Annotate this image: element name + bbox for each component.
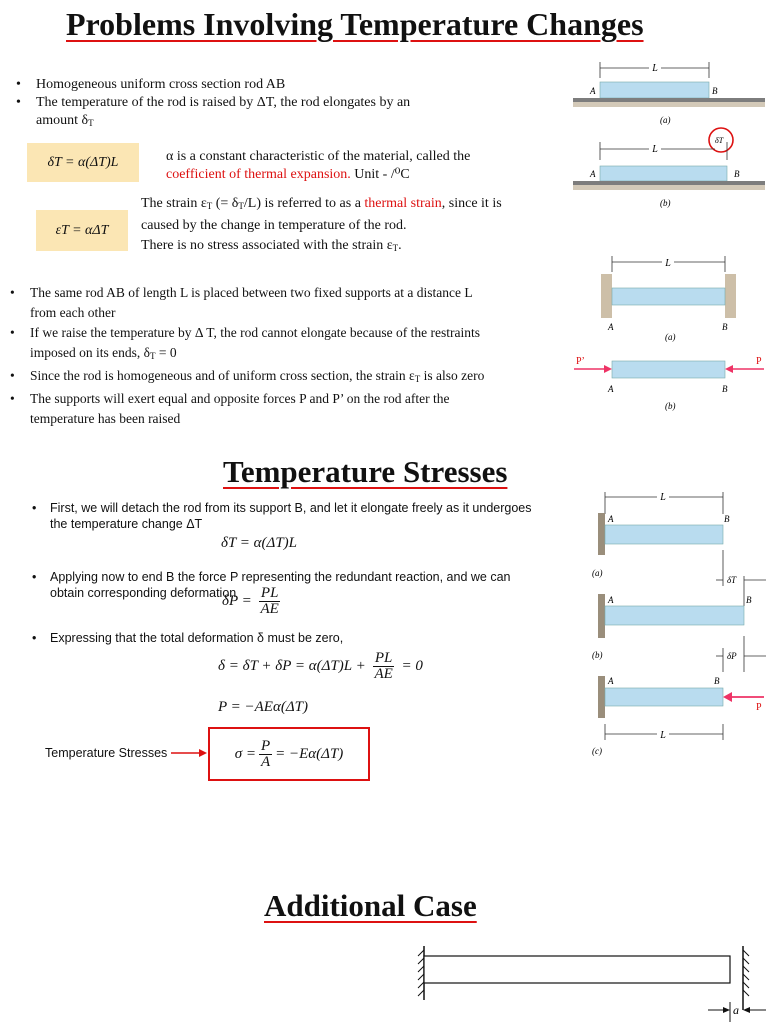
label-L: L: [660, 730, 666, 741]
numerator: PL: [260, 585, 279, 601]
bullet-text: the temperature change ΔT: [50, 517, 203, 531]
bullet-list-1: • Homogeneous uniform cross section rod AB • The temperature of the rod is raised by ΔT, the rod elongates by an amount $\delta_T$: [16, 77, 411, 128]
label-A: A: [608, 514, 614, 524]
label-A: A: [608, 676, 614, 686]
figure-rod-free-expansion: [570, 56, 768, 212]
label-A: A: [608, 384, 614, 394]
bullet-text: If we raise the temperature by Δ T, the rod cannot elongate because of the restraints: [30, 325, 480, 340]
bullet-text: from each other: [30, 305, 116, 320]
bullet-text: Since the rod is homogeneous and of uniform cross section, the strain ε: [30, 368, 415, 383]
text: The strain ε: [141, 196, 207, 211]
bullet-text: Expressing that the total deformation δ must be zero,: [50, 631, 344, 645]
eq-text: δ = δT + δP = α(ΔT)L +: [218, 657, 366, 674]
label-L: L: [652, 144, 658, 155]
denominator: AE: [260, 601, 279, 617]
numerator: PL: [374, 650, 393, 666]
eq-text: = −Eα(ΔT): [275, 745, 344, 762]
bullet-text: The temperature of the rod is raised by ΔT, the rod elongates by an: [36, 95, 411, 110]
figure-rod-between-supports: [572, 252, 768, 418]
label-Pprime: P’: [576, 356, 585, 367]
bullet-text: amount δ: [36, 113, 89, 128]
arrow-icon: [171, 747, 207, 759]
denominator: AE: [374, 666, 393, 682]
bullet-text: Homogeneous uniform cross section rod AB: [36, 77, 286, 92]
formula: εT = αΔT: [55, 222, 109, 238]
text: caused by the change in temperature of the rod.: [141, 218, 407, 233]
numerator: P: [260, 737, 271, 754]
label-B: B: [712, 86, 718, 96]
bullet-text: imposed on its ends, δ: [30, 345, 150, 360]
text: /L) is referred to as a: [243, 196, 365, 211]
label-B: B: [724, 514, 730, 524]
highlight-text: coefficient of thermal expansion.: [166, 167, 351, 182]
bullet-text: = 0: [155, 345, 177, 360]
label-B: B: [722, 384, 728, 394]
label-P: P: [756, 702, 762, 713]
label-L: L: [660, 492, 666, 503]
eq-text: = 0: [401, 657, 423, 674]
text: There is no stress associated with the strain ε: [141, 238, 393, 253]
equation-deltaP: [222, 586, 284, 617]
eq-text: δP =: [222, 592, 252, 609]
stress-bullet-3: • Expressing that the total deformation δ must be zero,: [32, 631, 344, 645]
label-A: A: [608, 595, 614, 605]
stress-bullet-1: • First, we will detach the rod from its support B, and let it elongate freely as it undergoes the temperature change ΔT: [50, 500, 570, 532]
strain-description: [141, 194, 561, 258]
label-deltaT: δT: [715, 136, 724, 145]
label-a: (a): [660, 115, 671, 125]
label-L: L: [665, 258, 671, 269]
equation-total-deformation: [218, 651, 423, 682]
figure-superposition: [588, 488, 768, 758]
label-a: (a): [592, 568, 603, 578]
subscript: T: [88, 118, 94, 128]
highlight-text: thermal strain: [364, 196, 442, 211]
equation-stress-box: [208, 727, 370, 781]
label-B: B: [722, 322, 728, 332]
label-A: A: [608, 322, 614, 332]
label-b: (b): [660, 198, 671, 208]
equation-P: P = −AEα(ΔT): [218, 699, 308, 715]
label-a: (a): [665, 332, 676, 342]
label-b: (b): [665, 401, 676, 411]
temperature-stresses-label: Temperature Stresses: [45, 746, 168, 760]
subscript: T: [238, 201, 244, 211]
label-c: (c): [592, 746, 602, 756]
label-P: P: [756, 356, 762, 367]
figure-additional-case: [412, 944, 768, 1024]
text: .: [398, 238, 402, 253]
text: , since it is: [441, 196, 502, 211]
subscript: T: [206, 201, 213, 211]
subscript: T: [149, 351, 156, 361]
text: (= δ: [212, 196, 239, 211]
label-B: B: [714, 676, 720, 686]
label-A: A: [590, 169, 596, 179]
text: Unit - /⁰C: [350, 167, 410, 182]
label-B: B: [734, 169, 740, 179]
text: α is a constant characteristic of the material, called the: [166, 149, 471, 164]
formula: δT = α(ΔT)L: [47, 154, 119, 170]
bullet-text: temperature has been raised: [30, 411, 181, 426]
bullet-list-2: • The same rod AB of length L is placed between two fixed supports at a distance L from each other • If we raise the temperature by Δ T, the rod cannot elongate because of the restraints imposed on its ends, $\delta_T = 0$ • Since the rod is homogeneous and of uniform cross section, the strain $\varepsilon_T$ is also zero • The supports will exert equal and opposite forces P and P’ on the rod after the temperature has been raised: [30, 283, 575, 429]
label-b: (b): [592, 650, 603, 660]
subscript: T: [414, 374, 421, 384]
denominator: A: [260, 753, 271, 770]
bullet-text: is also zero: [420, 368, 485, 383]
equation-deltaT: δT = α(ΔT)L: [221, 535, 298, 551]
bullet-text: The supports will exert equal and opposite forces P and P’ on the rod after the: [30, 391, 450, 406]
additional-case-title: Additional Case: [264, 888, 477, 923]
subscript: T: [392, 243, 399, 253]
formula-box-deltaT: [27, 143, 139, 182]
bullet-text: First, we will detach the rod from its support B, and let it elongate freely as it undergoes: [50, 501, 532, 515]
main-title: Problems Involving Temperature Changes: [66, 6, 644, 42]
label-L: L: [652, 63, 658, 74]
label-A: A: [590, 86, 596, 96]
formula-box-epsilonT: [36, 210, 128, 251]
label-deltaT: δT: [727, 575, 737, 585]
label-deltaP: δP: [727, 651, 737, 661]
temperature-stresses-title: Temperature Stresses: [223, 454, 508, 489]
eq-text: σ =: [234, 745, 256, 762]
bullet-text: Applying now to end B the force P representing the redundant reaction, and we can: [50, 570, 511, 584]
alpha-description: [166, 148, 556, 184]
bullet-text: The same rod AB of length L is placed between two fixed supports at a distance L: [30, 285, 473, 300]
bullet-text: obtain corresponding deformation: [50, 586, 237, 600]
stress-bullet-2: • Applying now to end B the force P representing the redundant reaction, and we can obtain corresponding deformation: [50, 569, 570, 601]
label-a: a: [733, 1003, 739, 1017]
label-B: B: [746, 595, 752, 605]
